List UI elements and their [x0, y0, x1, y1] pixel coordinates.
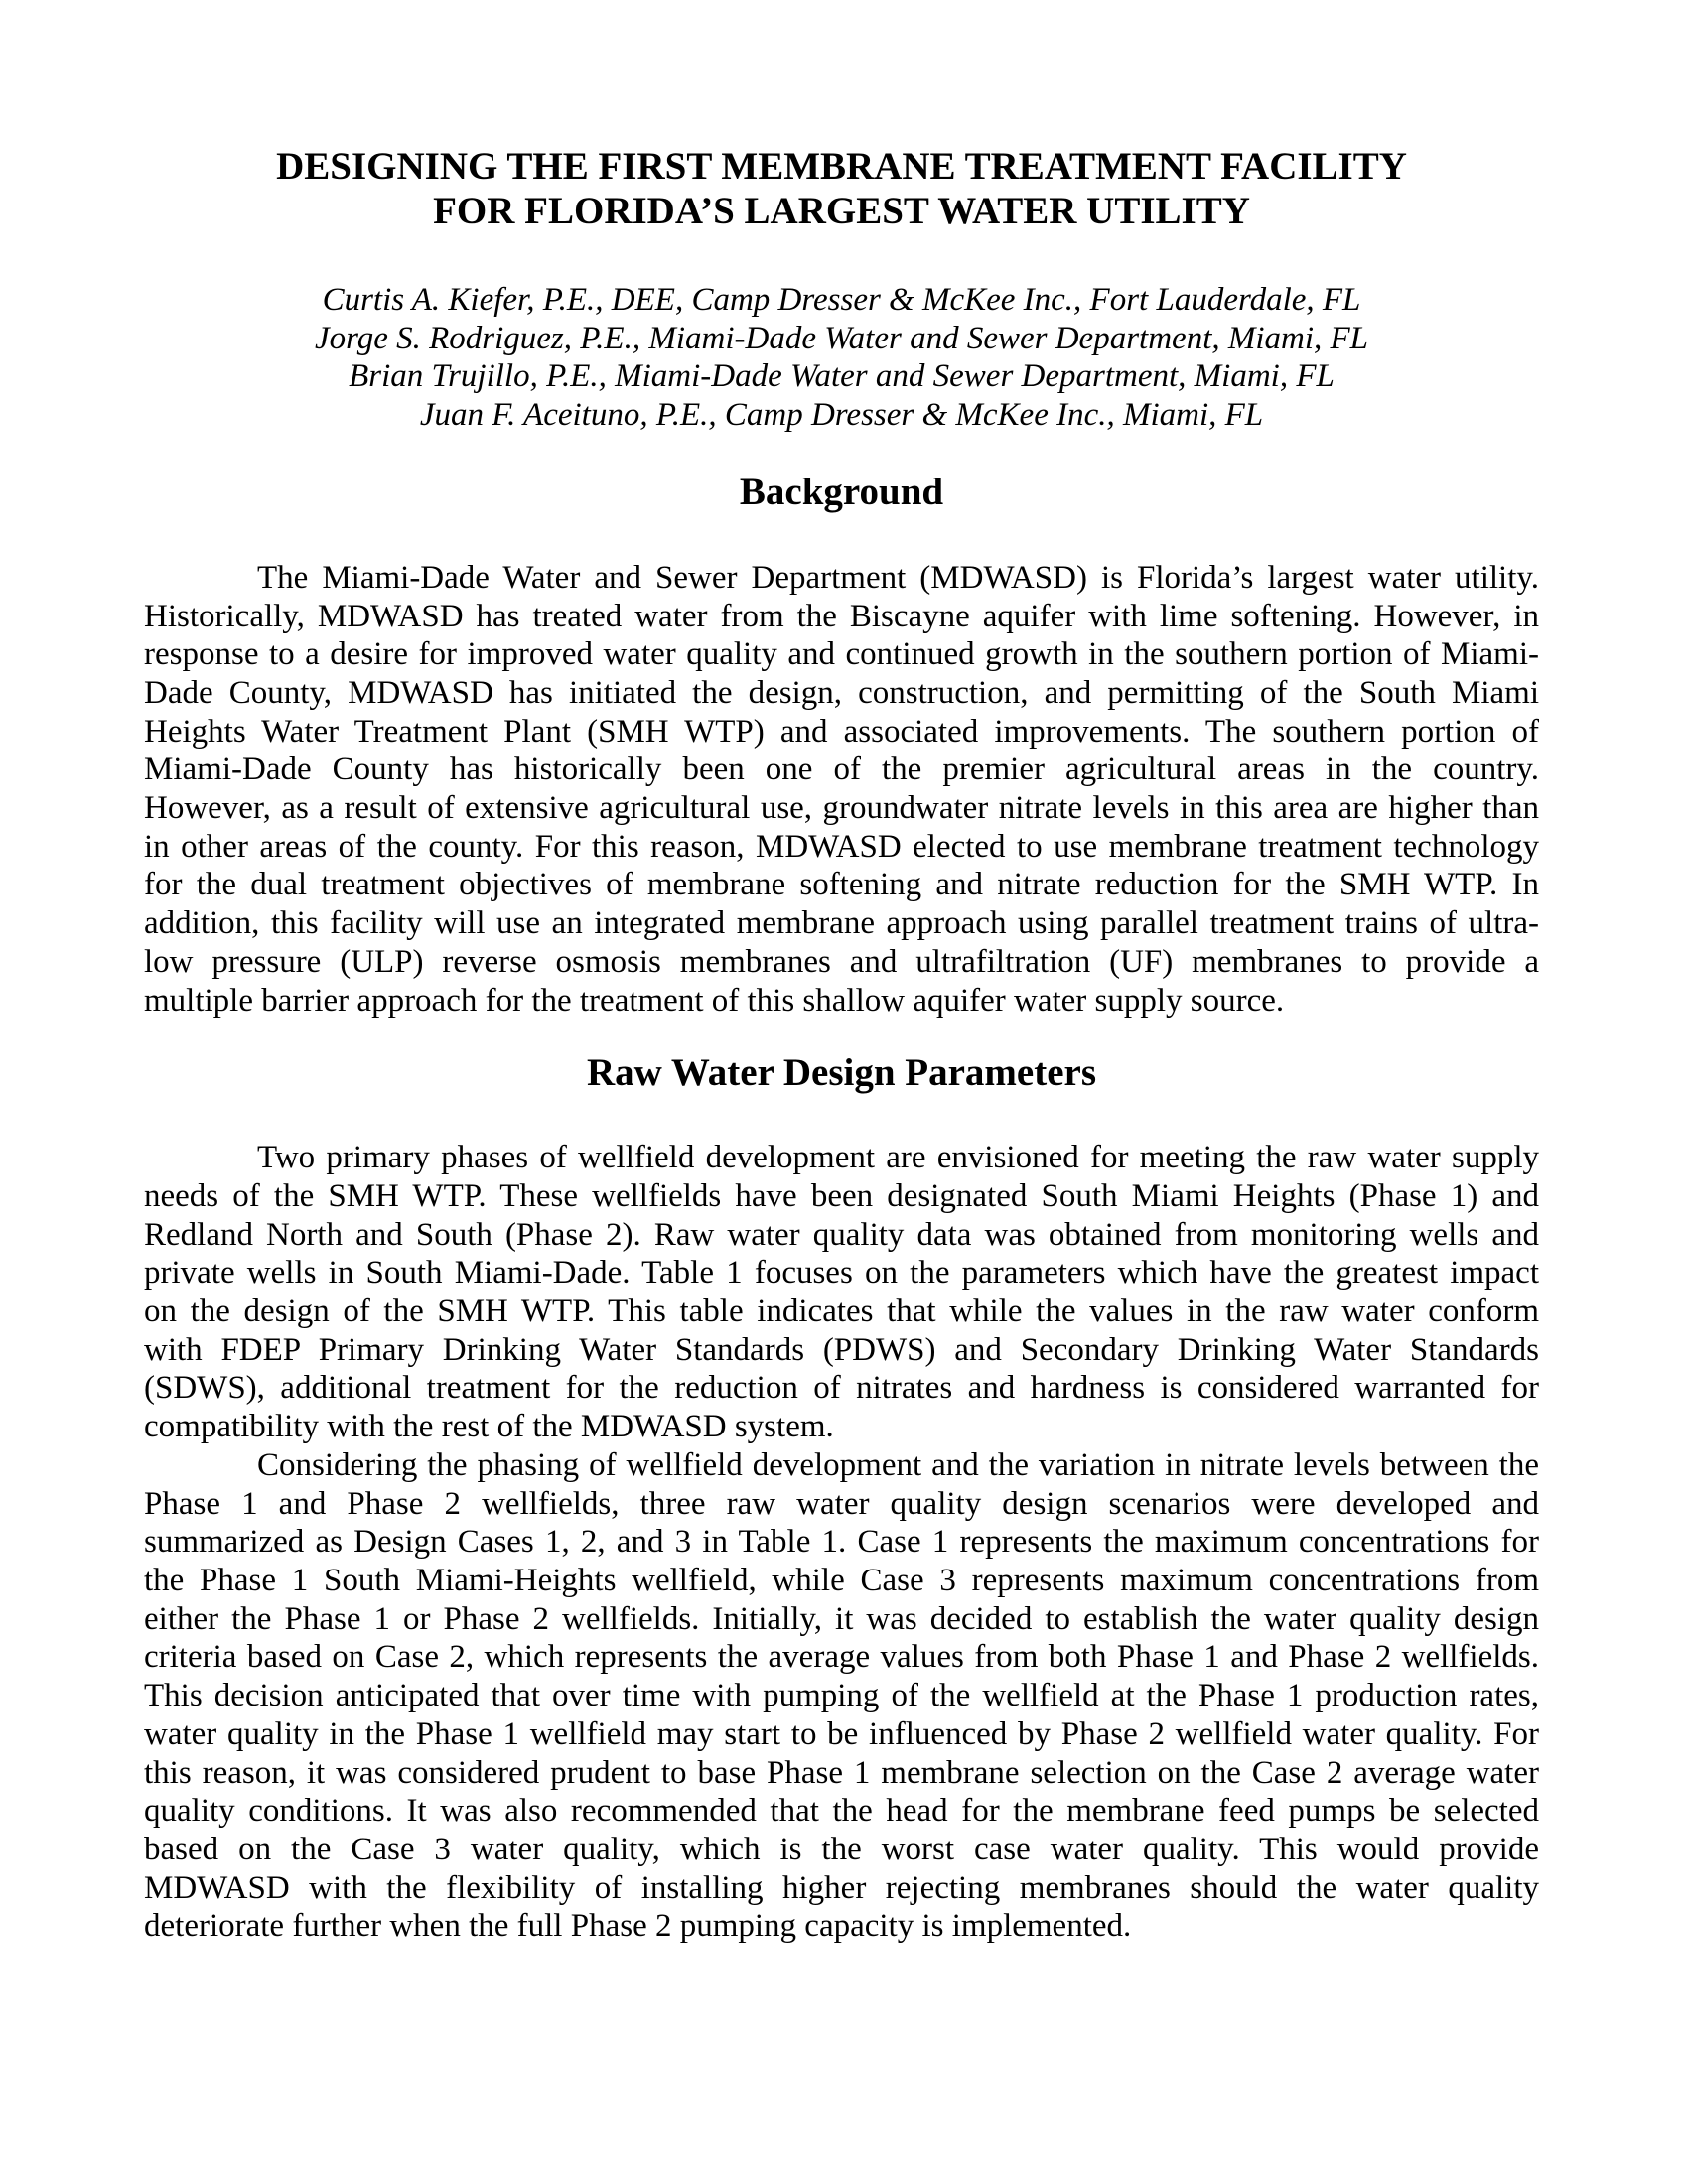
text-line: with FDEP Primary Drinking Water Standards (PDWS) and Secondary Drinking Water Standards [144, 1331, 1539, 1368]
text-line: Heights Water Treatment Plant (SMH WTP) and associated improvements. The southern portion of [144, 713, 1539, 750]
page-content [144, 0, 1539, 1946]
text-line: low pressure (ULP) reverse osmosis membranes and ultrafiltration (UF) membranes to provide a [144, 943, 1539, 980]
text-line: deteriorate further when the full Phase 2 pumping capacity is implemented. [144, 1908, 1132, 1945]
text-line: on the design of the SMH WTP. This table indicates that while the values in the raw water conform [144, 1294, 1539, 1330]
text-line: Redland North and South (Phase 2). Raw water quality data was obtained from monitoring wells and [144, 1216, 1539, 1253]
text-line: Juan F. Aceituno, P.E., Camp Dresser & McKee Inc., Miami, FL [419, 397, 1264, 434]
text-line: in other areas of the county. For this reason, MDWASD elected to use membrane treatment technology [144, 828, 1539, 865]
text-line: Considering the phasing of wellfield development and the variation in nitrate levels between the [257, 1446, 1539, 1483]
text-line: FOR FLORIDA’S LARGEST WATER UTILITY [433, 190, 1250, 232]
text-line: based on the Case 3 water quality, which is the worst case water quality. This would provide [144, 1831, 1539, 1867]
text-line: Miami-Dade County has historically been one of the premier agricultural areas in the country. [144, 751, 1539, 788]
text-line: either the Phase 1 or Phase 2 wellfields. Initially, it was decided to establish the water quality design [144, 1600, 1539, 1637]
text-line: Curtis A. Kiefer, P.E., DEE, Camp Dresser & McKee Inc., Fort Lauderdale, FL [322, 282, 1361, 318]
text-line: quality conditions. It was also recommended that the head for the membrane feed pumps be selected [144, 1793, 1539, 1830]
text-line: Phase 1 and Phase 2 wellfields, three raw water quality design scenarios were developed and [144, 1485, 1539, 1522]
text-line: criteria based on Case 2, which represents the average values from both Phase 1 and Phase 2 wellfields. [144, 1639, 1539, 1676]
text-line: the Phase 1 South Miami-Heights wellfield, while Case 3 represents maximum concentrations from [144, 1562, 1539, 1598]
text-line: (SDWS), additional treatment for the reduction of nitrates and hardness is considered warranted for [144, 1370, 1539, 1407]
text-line: This decision anticipated that over time with pumping of the wellfield at the Phase 1 production rates, [144, 1678, 1539, 1714]
section-heading-raw-water-design-parameters: Raw Water Design Parameters [586, 1051, 1097, 1095]
text-line: The Miami-Dade Water and Sewer Department (MDWASD) is Florida’s largest water utility. [257, 559, 1539, 596]
paragraph-raw-water-2 [144, 1446, 1539, 1946]
text-line: However, as a result of extensive agricultural use, groundwater nitrate levels in this area are higher than [144, 790, 1539, 827]
text-line: compatibility with the rest of the MDWASD system. [144, 1409, 834, 1445]
text-line: private wells in South Miami-Dade. Table 1 focuses on the parameters which have the greatest impact [144, 1255, 1539, 1292]
paragraph-background-1 [144, 559, 1539, 1020]
text-line: DESIGNING THE FIRST MEMBRANE TREATMENT FACILITY [276, 145, 1407, 188]
paragraph-raw-water-1 [144, 1139, 1539, 1446]
text-line: Two primary phases of wellfield development are envisioned for meeting the raw water supply [257, 1140, 1539, 1176]
text-line: Historically, MDWASD has treated water from the Biscayne aquifer with lime softening. However, in [144, 598, 1539, 634]
text-line: needs of the SMH WTP. These wellfields have been designated South Miami Heights (Phase 1) and [144, 1177, 1539, 1214]
author-list [144, 281, 1539, 435]
text-line: response to a desire for improved water quality and continued growth in the southern portion of Miami- [144, 636, 1539, 673]
text-line: addition, this facility will use an integrated membrane approach using parallel treatment trains of ultra- [144, 905, 1539, 942]
text-line: water quality in the Phase 1 wellfield may start to be influenced by Phase 2 wellfield water quality. For [144, 1715, 1539, 1752]
text-line: this reason, it was considered prudent to base Phase 1 membrane selection on the Case 2 average water [144, 1754, 1539, 1791]
text-line: summarized as Design Cases 1, 2, and 3 in Table 1. Case 1 represents the maximum concentrations for [144, 1524, 1539, 1561]
text-line: MDWASD with the flexibility of installing higher rejecting membranes should the water quality [144, 1869, 1539, 1906]
text-line: multiple barrier approach for the treatment of this shallow aquifer water supply source. [144, 982, 1285, 1019]
text-line: Dade County, MDWASD has initiated the design, construction, and permitting of the South Miami [144, 674, 1539, 711]
text-line: for the dual treatment objectives of membrane softening and nitrate reduction for the SMH WTP. In [144, 867, 1539, 903]
text-line: Jorge S. Rodriguez, P.E., Miami-Dade Water and Sewer Department, Miami, FL [314, 320, 1369, 356]
text-line: Brian Trujillo, P.E., Miami-Dade Water and Sewer Department, Miami, FL [349, 358, 1335, 395]
paper-title [144, 144, 1539, 233]
section-heading-background: Background [739, 470, 944, 513]
